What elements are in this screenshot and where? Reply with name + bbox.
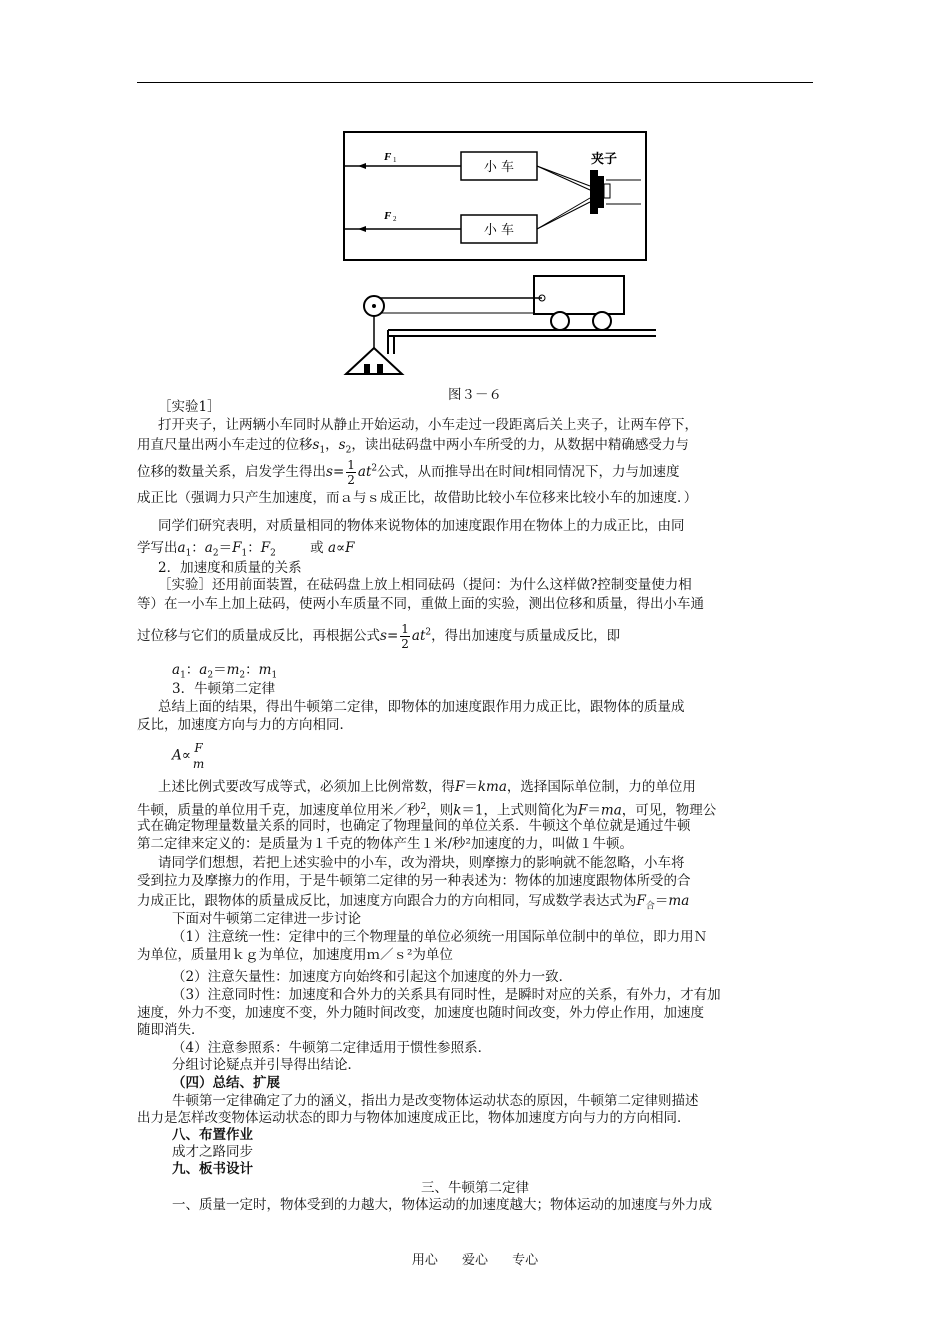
section-heading-summary: （四）总结、扩展 bbox=[172, 1075, 280, 1091]
car-label-bottom: 小 车 bbox=[483, 223, 515, 238]
board-title: 三、牛顿第二定律 bbox=[421, 1180, 529, 1196]
paragraph-line: 同学们研究表明，对质量相同的物体来说物体的加速度跟作用在物体上的力成正比，由同 bbox=[158, 518, 685, 534]
svg-text:2: 2 bbox=[393, 215, 397, 223]
paragraph-line: 位移的数量关系，启发学生得出s= $\frac{1}{2}$ $at^2$公式，从而推导出在时间t相同情况下，力与加速度 bbox=[137, 458, 680, 487]
paragraph-line: 一、质量一定时，物体受到的力越大，物体运动的加速度越大；物体运动的加速度与外力成 bbox=[172, 1197, 712, 1213]
paragraph-line: 过位移与它们的质量成反比，再根据公式s= $\frac{1}{2}$ $at^2$，得出加速度与质量成反比，即 bbox=[137, 622, 621, 651]
paragraph-line: ［实验］还用前面装置，在砝码盘上放上相同砝码（提问：为什么这样做?控制变量使力相 bbox=[158, 577, 692, 593]
paragraph-line: 学写出$a_1$：$a_2=F_1$：$F_2$ 或 a∝F bbox=[137, 540, 355, 559]
paragraph-line: 上述比例式要改写成等式，必须加上比例常数，得F＝kma，选择国际单位制，力的单位用 bbox=[158, 779, 696, 795]
paragraph-line: 分组讨论疑点并引导得出结论． bbox=[172, 1057, 361, 1073]
formula-proportional: A∝ F m bbox=[172, 741, 205, 771]
figure-caption: 图３－６ bbox=[448, 387, 502, 403]
paragraph-line: 请同学们想想，若把上述实验中的小车，改为滑块，则摩擦力的影响就不能忽略，小车将 bbox=[158, 855, 685, 871]
half-fraction: $\frac{1}{2}$ bbox=[347, 458, 355, 487]
f1-label: F bbox=[384, 151, 392, 163]
subheading: 2．加速度和质量的关系 bbox=[158, 560, 302, 576]
page-footer: 用心 爱心 专心 bbox=[411, 1253, 539, 1268]
paragraph-line: （4）注意参照系：牛顿第二定律适用于惯性参照系． bbox=[172, 1040, 492, 1056]
paragraph-line: 牛顿，质量的单位用千克，加速度单位用米／秒$^2$，则k＝1，上式则简化为F＝ma，可见，物理公 bbox=[137, 802, 717, 819]
paragraph-line: （1）注意统一性：定律中的三个物理量的单位必须统一用国际单位制中的单位，即力用Ｎ bbox=[172, 929, 708, 945]
paragraph-line: 速度，外力不变，加速度不变，外力随时间改变，加速度也随时间改变，外力停止作用，加速度 bbox=[137, 1005, 704, 1021]
paragraph-line: 牛顿第一定律确定了力的涵义，指出力是改变物体运动状态的原因，牛顿第二定律则描述 bbox=[172, 1093, 699, 1109]
paragraph-line: 第二定律来定义的：是质量为１千克的物体产生１米/秒²加速度的力，叫做１牛顿。 bbox=[137, 836, 633, 852]
paragraph-line: 为单位，质量用ｋｇ为单位，加速度用ｍ／ｓ²为单位 bbox=[137, 947, 453, 963]
paragraph-line: 用直尺量出两小车走过的位移$s_1$，$s_2$，读出砝码盘中两小车所受的力，从数据中精确感受力与 bbox=[137, 437, 689, 456]
paragraph-line: 成正比（强调力只产生加速度，而ａ与ｓ成正比，故借助比较小车位移来比较小车的加速度．） bbox=[137, 490, 698, 506]
paragraph-line: 总结上面的结果，得出牛顿第二定律，即物体的加速度跟作用力成正比，跟物体的质量成 bbox=[158, 699, 685, 715]
half-fraction: $\frac{1}{2}$ bbox=[401, 622, 409, 651]
paragraph-line: 力成正比，跟物体的质量成反比，加速度方向跟合力的方向相同，写成数学表达式为$F_合=ma$ bbox=[137, 893, 690, 912]
clip-label: 夹子 bbox=[591, 152, 618, 167]
paragraph-line: 下面对牛顿第二定律进一步讨论 bbox=[172, 911, 361, 927]
paragraph-line: 等）在一小车上加上砝码，使两小车质量不同，重做上面的实验，测出位移和质量，得出小车通 bbox=[137, 596, 704, 612]
section-heading-board: 九、板书设计 bbox=[172, 1161, 253, 1177]
subheading: 3．牛顿第二定律 bbox=[172, 681, 276, 697]
paragraph-line: 成才之路同步 bbox=[172, 1144, 253, 1160]
car-label-top: 小 车 bbox=[483, 160, 515, 175]
section-heading-homework: 八、布置作业 bbox=[172, 1127, 253, 1143]
formula-mass: $a_1$：$a_2=m_2$：$m_1$ bbox=[172, 662, 278, 681]
svg-text:1: 1 bbox=[393, 156, 397, 164]
paragraph-line: 随即消失． bbox=[137, 1022, 205, 1038]
paragraph-line: （2）注意矢量性：加速度方向始终和引起这个加速度的外力一致． bbox=[172, 969, 573, 985]
paragraph-line: 反比，加速度方向与力的方向相同． bbox=[137, 717, 353, 733]
section-experiment-1: ［实验1］ bbox=[158, 399, 221, 415]
header-rule bbox=[137, 82, 813, 83]
paragraph-line: 受到拉力及摩擦力的作用，于是牛顿第二定律的另一种表述为：物体的加速度跟物体所受的合 bbox=[137, 873, 691, 889]
paragraph-line: 出力是怎样改变物体运动状态的即力与物体加速度成正比，物体加速度方向与力的方向相同． bbox=[137, 1110, 691, 1126]
paragraph-line: （3）注意同时性：加速度和合外力的关系具有同时性，是瞬时对应的关系，有外力，才有加 bbox=[172, 987, 721, 1003]
f2-label: F bbox=[384, 210, 392, 222]
paragraph-line: 打开夹子，让两辆小车同时从静止开始运动，小车走过一段距离后关上夹子，让两车停下， bbox=[158, 417, 698, 433]
experiment-figure bbox=[336, 126, 656, 382]
paragraph-line: 式在确定物理量数量关系的同时，也确定了物理量间的单位关系．牛顿这个单位就是通过牛顿 bbox=[137, 818, 691, 834]
